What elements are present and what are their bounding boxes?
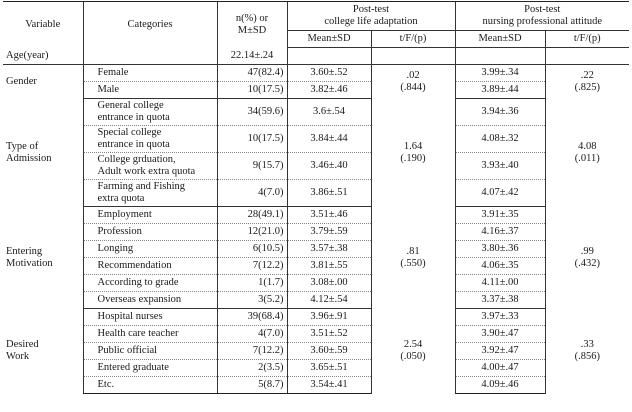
n-value: 3(5.2): [217, 292, 287, 309]
category-line1: Overseas expansion: [97, 294, 182, 305]
group-name-line1: Gender: [6, 75, 37, 87]
n-value: 2(3.5): [217, 360, 287, 377]
group-name-line1: Desired: [6, 339, 39, 350]
n-value: 4(7.0): [217, 180, 287, 207]
n-value: 12(21.0): [217, 224, 287, 241]
adaptation-stat: [371, 207, 455, 309]
adaptation-mean-value: 3.84±.44: [287, 126, 371, 153]
adaptation-mean-value: 3.57±.38: [287, 241, 371, 258]
attitude-stat-value: .22: [580, 69, 594, 81]
group-name: [3, 65, 83, 99]
adaptation-stat-p: (.050): [400, 351, 426, 362]
n-value: 1(1.7): [217, 275, 287, 292]
attitude-mean-value: 4.11±.00: [455, 275, 545, 292]
adaptation-mean-value: 3.51±.52: [287, 326, 371, 343]
n-value: 9(15.7): [217, 153, 287, 180]
category-line1: Public official: [97, 345, 158, 356]
attitude-mean-value: 3.90±.47: [455, 326, 545, 343]
attitude-mean-value: 3.93±.40: [455, 153, 545, 180]
adaptation-mean-value: 3.81±.55: [287, 258, 371, 275]
table-body: [3, 48, 629, 394]
adaptation-stat: [371, 309, 455, 394]
attitude-stat: [545, 65, 629, 99]
n-value: 34(59.6): [217, 99, 287, 126]
category-cell: [83, 82, 217, 99]
attitude-stat-value: 4.08: [578, 140, 597, 152]
age-value: 22.14±.24: [217, 48, 287, 65]
adaptation-stat-value: .02: [406, 69, 420, 81]
category-line2: Adult work extra quota: [97, 166, 196, 177]
category-line1: Employment: [97, 209, 152, 220]
adaptation-header-line2: college life adaptation: [324, 16, 418, 27]
adaptation-stat-p: (.844): [400, 81, 426, 93]
adaptation-tfp-header: t/F/(p): [371, 31, 455, 48]
n-value: 7(12.2): [217, 343, 287, 360]
category-cell: [83, 258, 217, 275]
group-name: [3, 309, 83, 394]
category-line1: College grduation,: [97, 154, 176, 165]
attitude-mean-value: 3.80±.36: [455, 241, 545, 258]
group-name-line2: Motivation: [6, 257, 53, 269]
category-cell: [83, 180, 217, 207]
adaptation-mean-value: 3.60±.52: [287, 65, 371, 82]
attitude-mean-value: 4.07±.42: [455, 180, 545, 207]
category-line1: Hospital nurses: [97, 311, 163, 322]
statistics-table-container: [3, 1, 629, 394]
adaptation-mean-value: 3.54±.41: [287, 377, 371, 394]
n-value: 28(49.1): [217, 207, 287, 224]
category-cell: [83, 377, 217, 394]
adaptation-mean-header: Mean±SD: [287, 31, 371, 48]
category-line1: Longing: [97, 243, 134, 254]
attitude-mean-value: 3.99±.34: [455, 65, 545, 82]
attitude-stat: [545, 309, 629, 394]
category-line2: entrance in quota: [97, 112, 170, 123]
table-row: [3, 65, 629, 82]
n-value: 4(7.0): [217, 326, 287, 343]
n-value: 39(68.4): [217, 309, 287, 326]
category-cell: [83, 99, 217, 126]
category-line1: Farming and Fishing: [97, 181, 186, 192]
category-line1: Profession: [97, 226, 142, 237]
attitude-mean-value: 4.09±.46: [455, 377, 545, 394]
adaptation-mean-value: 3.79±.59: [287, 224, 371, 241]
n-value: 10(17.5): [217, 126, 287, 153]
adaptation-mean-value: 3.46±.40: [287, 153, 371, 180]
category-line1: Female: [97, 67, 129, 78]
attitude-stat: [545, 99, 629, 207]
table-row: [3, 343, 629, 360]
category-line1: Male: [97, 84, 120, 95]
attitude-mean-value: 4.00±.47: [455, 360, 545, 377]
group-name-line2: Admission: [6, 152, 52, 164]
table-row: [3, 326, 629, 343]
n-header-line1: n(%) or: [235, 12, 269, 24]
adaptation-mean-value: 3.08±.00: [287, 275, 371, 292]
category-line1: Recommendation: [97, 260, 172, 271]
categories-header-label: Categories: [127, 18, 173, 30]
group-name: [3, 207, 83, 309]
category-cell: [83, 292, 217, 309]
adaptation-header-line1: Post-test: [352, 4, 390, 15]
table-row: [3, 275, 629, 292]
adaptation-stat: [371, 65, 455, 99]
n-value: 7(12.2): [217, 258, 287, 275]
attitude-mean-value: 4.08±.32: [455, 126, 545, 153]
category-line1: Entered graduate: [97, 362, 169, 373]
category-line1: Health care teacher: [97, 328, 179, 339]
age-stat1-cell: [371, 48, 455, 65]
category-cell: [83, 360, 217, 377]
group-name: [3, 99, 83, 207]
adaptation-header: [287, 2, 455, 31]
age-category-cell: [83, 48, 217, 65]
attitude-header-line1: Post-test: [524, 4, 561, 15]
attitude-stat-p: (.856): [574, 351, 600, 362]
adaptation-mean-value: 3.51±.46: [287, 207, 371, 224]
category-cell: [83, 207, 217, 224]
attitude-mean-value: 3.94±.36: [455, 99, 545, 126]
group-name-line1: Type of: [6, 140, 39, 152]
attitude-stat-value: .99: [580, 245, 594, 257]
category-cell: [83, 343, 217, 360]
category-cell: [83, 241, 217, 258]
group-name-line1: Entering: [6, 245, 43, 257]
adaptation-mean-value: 3.65±.51: [287, 360, 371, 377]
category-cell: [83, 65, 217, 82]
table-row: [3, 126, 629, 153]
adaptation-mean-value: 3.6±.54: [287, 99, 371, 126]
attitude-mean-value: 3.97±.33: [455, 309, 545, 326]
attitude-stat: [545, 207, 629, 309]
category-cell: [83, 224, 217, 241]
attitude-stat-value: .33: [580, 339, 594, 350]
adaptation-mean-value: 3.86±.51: [287, 180, 371, 207]
n-value: 6(10.5): [217, 241, 287, 258]
n-header-line2: M±SD: [237, 24, 267, 36]
adaptation-stat-p: (.550): [400, 257, 426, 269]
table-row: [3, 292, 629, 309]
age-stat2-cell: [545, 48, 629, 65]
attitude-stat-p: (.011): [574, 152, 600, 164]
n-header: [217, 2, 287, 48]
attitude-stat-p: (.825): [574, 81, 600, 93]
variable-header: [3, 2, 83, 48]
table-row: [3, 153, 629, 180]
attitude-tfp-header: t/F/(p): [545, 31, 629, 48]
category-cell: [83, 275, 217, 292]
category-cell: [83, 326, 217, 343]
category-cell: [83, 126, 217, 153]
attitude-stat-p: (.432): [574, 257, 600, 269]
table-row: [3, 180, 629, 207]
adaptation-stat-value: 2.54: [403, 339, 423, 350]
n-value: 5(8.7): [217, 377, 287, 394]
attitude-mean-value: 3.37±.38: [455, 292, 545, 309]
category-line1: Special college: [97, 127, 162, 138]
table-header: [3, 2, 629, 48]
table-row: [3, 241, 629, 258]
n-value: 10(17.5): [217, 82, 287, 99]
attitude-mean-value: 4.06±.35: [455, 258, 545, 275]
age-m1-cell: [287, 48, 371, 65]
adaptation-mean-value: 4.12±.54: [287, 292, 371, 309]
header-row-1: [3, 2, 629, 31]
table-row: [3, 309, 629, 326]
attitude-header-line2: nursing professional attitude: [482, 16, 603, 27]
table-row: [3, 360, 629, 377]
age-m2-cell: [455, 48, 545, 65]
attitude-mean-value: 3.89±.44: [455, 82, 545, 99]
table-row: [3, 207, 629, 224]
table-row: [3, 99, 629, 126]
variable-header-label: Variable: [25, 18, 61, 30]
table-row: [3, 258, 629, 275]
attitude-mean-value: 3.92±.47: [455, 343, 545, 360]
n-value: 47(82.4): [217, 65, 287, 82]
group-name-line2: Work: [6, 351, 30, 362]
adaptation-stat-p: (.190): [400, 152, 426, 164]
table-row: [3, 82, 629, 99]
adaptation-mean-value: 3.60±.59: [287, 343, 371, 360]
age-row: [3, 48, 629, 65]
category-cell: [83, 309, 217, 326]
category-line1: According to grade: [97, 277, 179, 288]
category-line1: General college: [97, 100, 164, 111]
adaptation-stat: [371, 99, 455, 207]
attitude-mean-value: 3.91±.35: [455, 207, 545, 224]
category-line2: extra quota: [97, 193, 145, 204]
attitude-mean-value: 4.16±.37: [455, 224, 545, 241]
adaptation-mean-value: 3.82±.46: [287, 82, 371, 99]
adaptation-stat-value: .81: [406, 245, 420, 257]
attitude-header: [455, 2, 629, 31]
attitude-mean-header: Mean±SD: [455, 31, 545, 48]
categories-header: [83, 2, 217, 48]
table-row: [3, 224, 629, 241]
category-line1: Etc.: [97, 379, 115, 390]
adaptation-stat-value: 1.64: [403, 140, 423, 152]
table-row: [3, 377, 629, 394]
age-label: Age(year): [3, 48, 83, 65]
category-cell: [83, 153, 217, 180]
category-line2: entrance in quota: [97, 139, 170, 150]
adaptation-mean-value: 3.96±.91: [287, 309, 371, 326]
statistics-table: [3, 1, 629, 394]
